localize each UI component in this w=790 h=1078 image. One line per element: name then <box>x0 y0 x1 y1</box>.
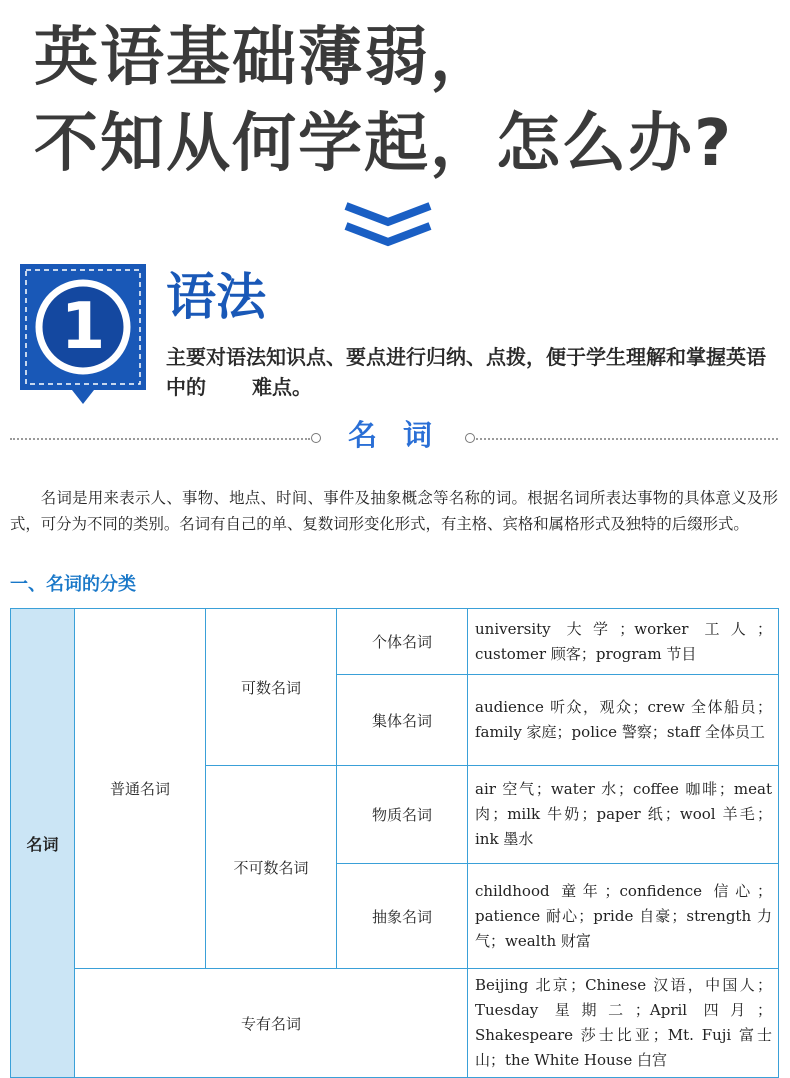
intro-paragraph: 名词是用来表示人、事物、地点、时间、事件及抽象概念等名称的词。根据名词所表达事物的具体意义及形式，可分为不同的类别。名词有自己的单、复数词形变化形式，有主格、宾格和属格形式及独特的后缀形式。 <box>10 489 778 533</box>
divider-left <box>10 438 310 440</box>
section-number: 1 <box>60 290 106 364</box>
collective-noun-examples: audience 听众，观众；crew 全体船员；family 家庭；police 警察；staff 全体员工 <box>468 675 779 766</box>
common-noun-cell: 普通名词 <box>75 609 206 969</box>
abstract-noun-label: 抽象名词 <box>337 864 468 969</box>
uncountable-noun-cell: 不可数名词 <box>206 766 337 969</box>
proper-noun-label: 专有名词 <box>75 969 468 1078</box>
headline-line1: 英语基础薄弱， <box>34 21 496 95</box>
abstract-noun-examples: childhood 童年；confidence 信心；patience 耐心；pride 自豪；strength 力气；wealth 财富 <box>468 864 779 969</box>
noun-classification-table <box>10 608 779 1078</box>
collective-noun-label: 集体名词 <box>337 675 468 766</box>
subheading: 一、名词的分类 <box>10 574 136 595</box>
section-description: 主要对语法知识点、要点进行归纳、点拨，便于学生理解和掌握英语中的 难点。 <box>166 345 766 399</box>
proper-noun-examples: Beijing 北京；Chinese 汉语，中国人；Tuesday 星期二；April 四月；Shakespeare 莎士比亚；Mt. Fuji 富士山；the White House 白宫 <box>468 969 779 1078</box>
divider-right <box>476 438 778 440</box>
divider-left-ring <box>311 433 321 443</box>
divider-right-ring <box>465 433 475 443</box>
root-cell: 名词 <box>11 609 75 1078</box>
noun-heading: 名词 <box>348 418 459 452</box>
section-title: 语法 <box>166 268 266 326</box>
double-chevron-down-icon <box>340 200 436 250</box>
individual-noun-examples: university 大学；worker 工人；customer 顾客；program 节目 <box>468 609 779 675</box>
headline-line2: 不知从何学起，怎么办? <box>34 107 734 181</box>
section-number-badge <box>20 264 146 404</box>
countable-noun-cell: 可数名词 <box>206 609 337 766</box>
individual-noun-label: 个体名词 <box>337 609 468 675</box>
material-noun-examples: air 空气；water 水；coffee 咖啡；meat 肉；milk 牛奶；paper 纸；wool 羊毛；ink 墨水 <box>468 766 779 864</box>
material-noun-label: 物质名词 <box>337 766 468 864</box>
